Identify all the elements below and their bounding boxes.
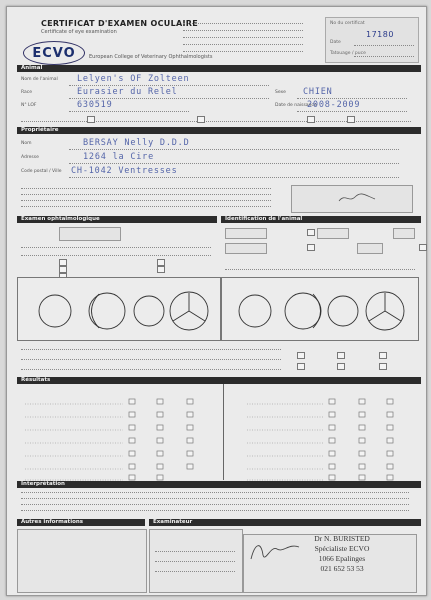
sex-label: Sexe	[275, 90, 286, 95]
stamp-phone: 021 652 53 53	[320, 564, 364, 573]
examiner-stamp	[307, 534, 377, 574]
cert-label-date: Date	[330, 40, 341, 45]
exam-date-field[interactable]	[59, 227, 121, 241]
sex-value: CHIEN	[303, 87, 333, 97]
owner-address-value: 1264 la Cire	[83, 152, 155, 162]
cert-label-chip: Tatouage / puce	[330, 51, 366, 56]
cert-label-number: No du certificat	[330, 21, 365, 26]
certificate-sheet	[6, 6, 427, 596]
document-title: CERTIFICAT D'EXAMEN OCULAIRE	[41, 19, 198, 28]
section-interpretation: Interprétation	[17, 481, 421, 488]
section-examiner: Examinateur	[149, 519, 421, 526]
animal-name-value: Lelyen's OF Zolteen	[77, 74, 190, 84]
examiner-signature	[245, 537, 305, 567]
stamp-title: Spécialiste ECVO	[314, 544, 370, 553]
owner-city-label: Code postal / Ville	[21, 169, 62, 174]
notes-box[interactable]	[17, 529, 147, 593]
owner-name-label: Nom	[21, 141, 32, 146]
owner-city-value: CH-1042 Ventresses	[71, 166, 178, 176]
owner-name-value: BERSAY Nelly D.D.D	[83, 138, 190, 148]
ecvo-logo-text: European College of Veterinary Ophthalmologists	[89, 54, 213, 60]
ecvo-logo: ECVO	[23, 41, 85, 65]
section-identification: Identification de l'animal	[221, 216, 421, 223]
owner-address-label: Adresse	[21, 155, 39, 160]
certificate-number: 17180	[366, 30, 394, 39]
breed-value: Eurasier du Relel	[77, 87, 178, 97]
section-notes: Autres informations	[17, 519, 145, 526]
section-exam: Examen ophtalmologique	[17, 216, 217, 223]
animal-name-label: Nom de l'animal	[21, 77, 58, 82]
stamp-name: Dr N. BURISTED	[314, 534, 370, 543]
owner-signature	[337, 191, 377, 205]
consent-paragraph	[21, 185, 281, 207]
dob-value: 2008-2009	[307, 100, 361, 110]
breed-label: Race	[21, 90, 33, 95]
dob-label: Date de naissance	[275, 103, 317, 108]
registration-value: 630519	[77, 100, 113, 110]
results-checkbox-grid	[7, 385, 427, 485]
stamp-city: 1066 Epalinges	[318, 554, 366, 563]
eye-diagrams	[17, 277, 417, 339]
section-animal: Animal	[17, 65, 421, 72]
header-instructions	[183, 19, 313, 52]
section-owner: Propriétaire	[17, 127, 421, 134]
registration-label: N° LOF	[21, 103, 37, 108]
document-subtitle: Certificate of eye examination	[41, 29, 117, 35]
certificate-number-box	[325, 17, 419, 63]
interpretation-lines	[21, 489, 413, 511]
section-results: Résultats	[17, 377, 421, 384]
